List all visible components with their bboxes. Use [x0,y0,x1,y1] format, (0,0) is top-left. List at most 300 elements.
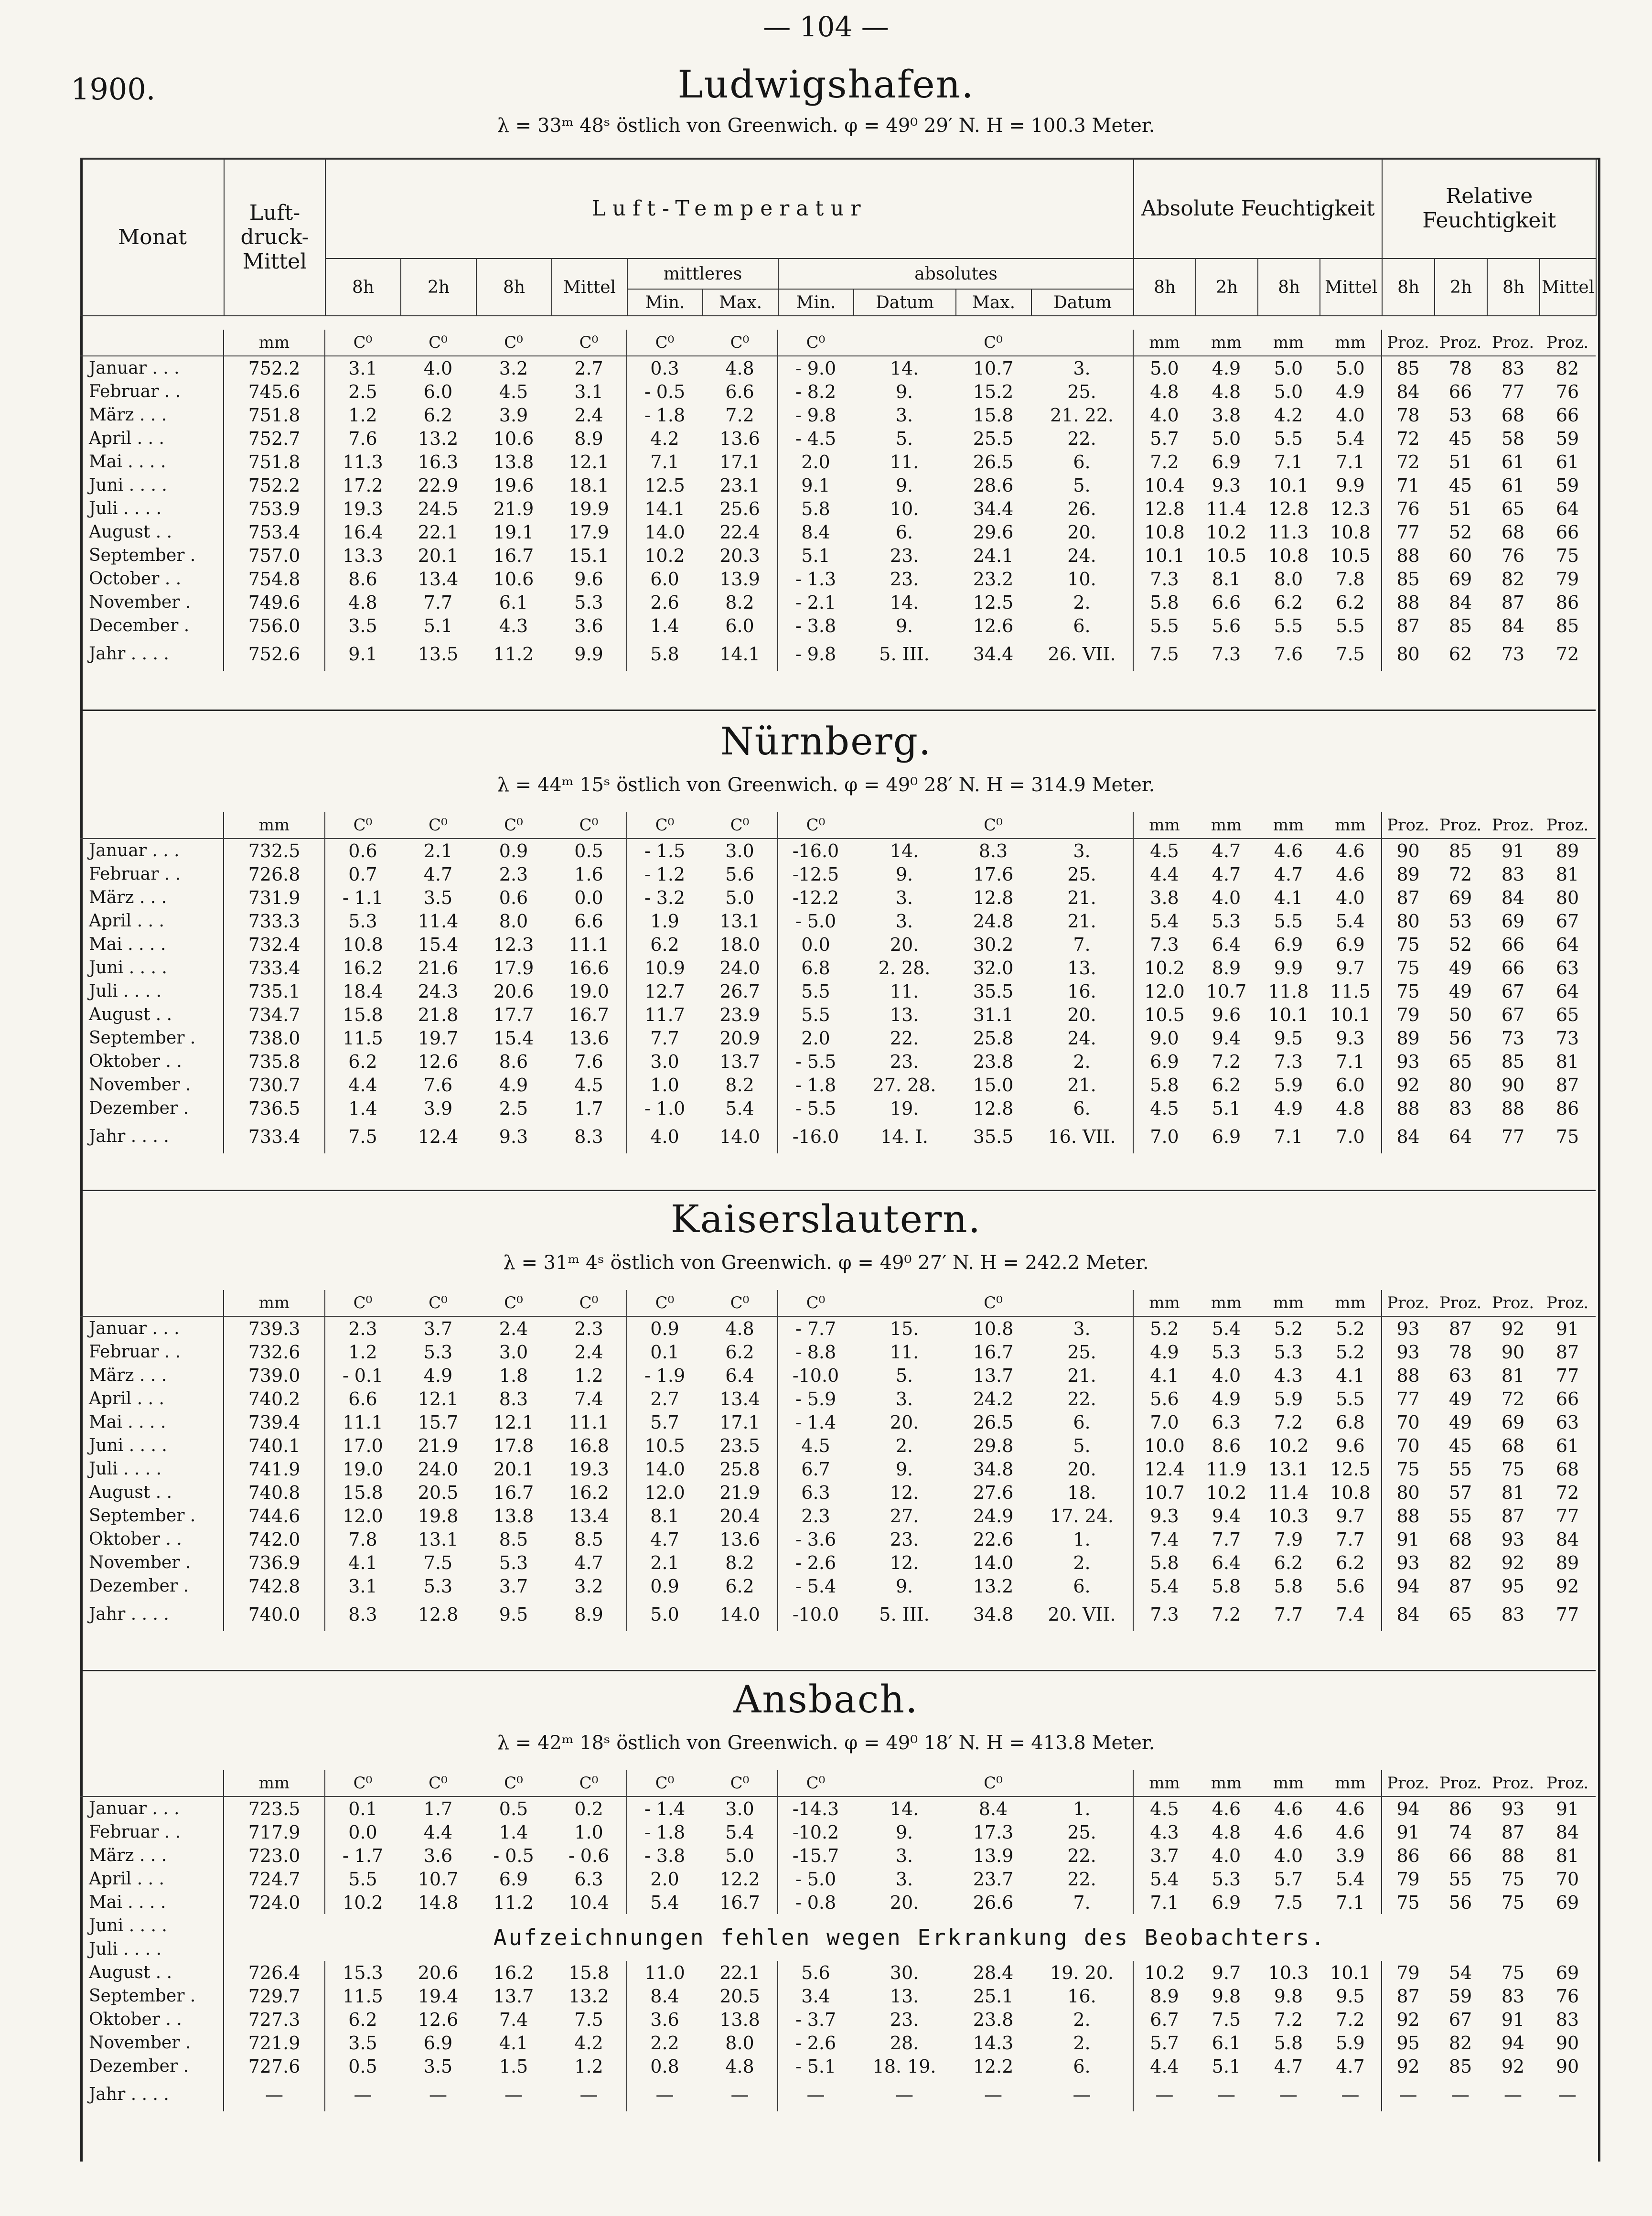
value-cell: 34.4 [973,644,1014,665]
value-cell: 7.5 [423,1552,453,1573]
value-cell: 13. [1031,956,1133,979]
unit-cell [853,812,955,839]
header-8h-b: 8h [476,258,552,316]
value-cell: 4.9 [1212,357,1241,379]
value-cell: 12.3 [1319,497,1382,520]
data-table-kaiserslautern [80,1290,1596,1631]
value-cell: 7.0 [1150,1126,1179,1147]
value-cell: 75 [1396,980,1420,1002]
value-cell: 14. I. [880,1126,928,1147]
value-cell: 6.9 [1212,451,1241,473]
table-row [80,1434,1596,1457]
value-cell: 9. [895,474,913,496]
value-cell: 87 [1396,887,1420,908]
value-cell: 13.9 [973,1845,1014,1866]
value-cell: 23. [890,1528,919,1550]
value-cell: 4.5 [801,1435,830,1456]
header-af-8h-b: 8h [1258,258,1320,316]
section-title-4: Ansbach. [733,1677,919,1721]
value-cell: 9.4 [1212,1027,1241,1049]
value-cell: 66 [1448,381,1472,402]
value-cell: — [1279,2084,1298,2105]
value-cell: 5.6 [1319,1574,1382,1598]
value-cell: 16.7 [493,1482,534,1503]
value-cell: 13.7 [973,1365,1014,1386]
value-cell: 92 [1501,1552,1525,1573]
value-cell: 11.3 [1268,521,1309,543]
value-cell: 2. 28. [878,957,931,979]
value-cell: 68 [1501,521,1525,543]
value-cell: 5.3 [1212,1341,1241,1363]
value-cell: 20. [890,1411,919,1433]
value-cell: 727.6 [224,2055,325,2078]
value-cell: 12.8 [1144,498,1185,519]
table-row [80,933,1596,956]
value-cell: 5.8 [1274,2032,1303,2054]
value-cell: 79 [1396,1962,1420,1983]
value-cell: 0.6 [499,887,528,908]
unit-cell: mm [1195,1290,1257,1316]
value-cell: 10.3 [1268,1962,1309,1983]
value-cell: 58 [1501,428,1525,449]
value-cell: 9. [895,615,913,636]
value-cell: - 0.5 [644,381,686,402]
value-cell: 717.9 [224,1820,325,1844]
value-cell: 81 [1555,1845,1579,1866]
value-cell: 7.3 [1212,644,1241,665]
value-cell: 4.3 [1150,1821,1179,1843]
value-cell: 5.3 [499,1552,528,1573]
month-cell: März . . . [80,886,224,909]
value-cell: 14.3 [973,2032,1014,2054]
value-cell: 6.2 [650,934,679,955]
header-mittleres: mittleres [627,258,778,289]
value-cell: 57 [1448,1482,1472,1503]
unit-cell: mm [1195,330,1257,356]
value-cell: — [1217,2084,1235,2105]
value-cell: 5.1 [423,615,453,636]
value-cell: 7.5 [1274,1892,1303,1913]
value-cell: — [1031,2078,1133,2111]
value-cell: 11.2 [493,644,534,665]
value-cell: 19. 20. [1031,1961,1133,1984]
value-cell: 19.1 [493,521,534,543]
value-cell: 78 [1448,357,1472,379]
value-cell: 29.6 [973,521,1014,543]
month-cell: Dezember . [80,2055,224,2078]
value-cell: 10.1 [1319,1961,1382,1984]
unit-cell: C⁰ [400,330,476,356]
value-cell: 88 [1396,1505,1420,1527]
value-cell: 11.4 [418,910,459,932]
unit-cell: C⁰ [476,1770,551,1796]
value-cell: 5.0 [1319,356,1382,380]
value-cell: - 3.2 [644,887,686,908]
value-cell: 10.5 [1206,545,1247,566]
header-af-2h: 2h [1196,258,1258,316]
value-cell: 86 [1448,1798,1472,1819]
value-cell: 7.7 [1274,1604,1303,1625]
value-cell: - 4.5 [795,428,837,449]
value-cell: 8.3 [551,1120,627,1153]
value-cell: 6.2 [702,1574,778,1598]
value-cell: 9. [895,1575,913,1597]
value-cell: 19.0 [343,1458,383,1480]
value-cell: 20.1 [493,1458,534,1480]
value-cell: 738.0 [224,1026,325,1050]
value-cell: 89 [1555,1552,1579,1573]
value-cell: 12.1 [418,1388,459,1409]
value-cell: 751.8 [224,450,325,473]
header-absolutes: absolutes [778,258,1134,289]
value-cell: 0.1 [348,1798,377,1819]
value-cell: 13.1 [418,1528,459,1550]
value-cell: 4.7 [650,1528,679,1550]
value-cell: 83 [1501,357,1525,379]
value-cell: 1.7 [423,1798,453,1819]
value-cell: 5.3 [1274,1341,1303,1363]
value-cell: 6.3 [1212,1411,1241,1433]
value-cell: 79 [1396,1868,1420,1890]
value-cell: 723.0 [224,1844,325,1867]
value-cell: 5. [895,428,913,449]
value-cell: 4.6 [1319,1796,1382,1820]
value-cell: - 2.6 [795,1552,837,1573]
value-cell: - 0.8 [795,1892,837,1913]
unit-cell: Proz. [1539,1290,1596,1316]
value-cell: 76 [1501,545,1525,566]
value-cell: — [354,2084,372,2105]
value-cell: 5. [895,1365,913,1386]
value-cell: 67 [1501,980,1525,1002]
unit-cell: Proz. [1487,1290,1539,1316]
value-cell: 8.2 [702,591,778,614]
value-cell: 14.0 [702,1120,778,1153]
unit-cell [853,1290,955,1316]
value-cell: 5.3 [423,1575,453,1597]
value-cell: -10.2 [792,1821,839,1843]
value-cell: - 1.8 [644,1821,686,1843]
header-rf-2h: 2h [1435,258,1487,316]
value-cell: 2.3 [551,1316,627,1340]
value-cell: 6.9 [1212,1892,1241,1913]
value-cell: 70 [1396,1435,1420,1456]
value-cell: 11.4 [1206,498,1247,519]
unit-cell: Proz. [1434,330,1487,356]
value-cell: 19.3 [551,1457,627,1481]
value-cell: 12.7 [644,980,685,1002]
month-cell: Juli . . . . [80,1457,224,1481]
month-cell: Juli . . . . [80,979,224,1003]
value-cell: 15.8 [343,1004,383,1025]
value-cell: 12.8 [973,1097,1014,1119]
value-cell: 721.9 [224,2031,325,2055]
value-cell: 65 [1501,498,1525,519]
value-cell: 7.4 [1150,1528,1179,1550]
value-cell: 3.9 [1319,1844,1382,1867]
value-cell: 77 [1396,521,1420,543]
value-cell: 5.8 [650,644,679,665]
value-cell: 4.6 [1319,1820,1382,1844]
value-cell: 11.0 [644,1962,685,1983]
value-cell: 86 [1396,1845,1420,1866]
value-cell: — [895,2084,913,2105]
value-cell: 8.5 [551,1528,627,1551]
value-cell: 93 [1501,1798,1525,1819]
header-rf-8h: 8h [1382,258,1435,316]
unit-cell: C⁰ [778,812,853,839]
value-cell: 15.0 [973,1074,1014,1096]
unit-cell: C⁰ [955,812,1031,839]
value-cell: 10.1 [1144,545,1185,566]
value-cell: 11.1 [551,933,627,956]
value-cell: 60 [1448,545,1472,566]
value-cell: 88 [1396,1365,1420,1386]
value-cell: 11.7 [644,1004,685,1025]
value-cell: 69 [1501,910,1525,932]
value-cell: 87 [1396,615,1420,636]
value-cell: 726.8 [224,862,325,886]
value-cell: 91 [1501,840,1525,861]
value-cell: 78 [1448,1341,1472,1363]
value-cell: 13.9 [702,567,778,591]
value-cell: 12. [890,1552,919,1573]
value-cell: 16. VII. [1031,1120,1133,1153]
value-cell: 10.2 [1144,957,1185,979]
value-cell: 7.7 [1319,1528,1382,1551]
value-cell: - 0.1 [342,1365,384,1386]
value-cell: 0.6 [348,840,377,861]
value-cell: 24.8 [973,910,1014,932]
value-cell: 85 [1448,615,1472,636]
table-row [80,1050,1596,1073]
header-af-mittel: Mittel [1320,258,1382,316]
value-cell: - 1.8 [644,404,686,426]
month-cell: August . . [80,520,224,544]
value-cell: 56 [1448,1027,1472,1049]
value-cell: 77 [1396,1388,1420,1409]
value-cell: 7.6 [348,428,377,449]
table-row [80,1073,1596,1097]
value-cell: 13.4 [551,1504,627,1528]
value-cell: 66 [1501,934,1525,955]
units-row [80,1770,1596,1796]
value-cell: 19.8 [418,1505,459,1527]
value-cell: - 1.2 [644,863,686,885]
value-cell: 3.1 [348,357,377,379]
value-cell: 3. [1031,839,1133,862]
value-cell: 733.3 [224,909,325,933]
value-cell: - 9.8 [795,644,837,665]
value-cell: 22. [1031,427,1133,450]
value-cell: 9.6 [1319,1434,1382,1457]
value-cell: 13.6 [702,427,778,450]
value-cell: 7.3 [1150,568,1179,590]
table-row [80,1796,1596,1820]
value-cell: 5.8 [1150,1074,1179,1096]
month-cell: Mai . . . . [80,450,224,473]
value-cell: 5.4 [1319,427,1382,450]
value-cell: 4.3 [499,615,528,636]
value-cell: 2.2 [650,2032,679,2054]
table-row [80,1387,1596,1410]
value-cell: 19.6 [493,474,534,496]
value-cell: 8.9 [551,1598,627,1631]
value-cell: 49 [1448,1411,1472,1433]
value-cell: 22.9 [418,474,459,496]
value-cell: 25.6 [702,497,778,520]
header-lufttemperatur: Luft-Temperatur [325,158,1134,258]
value-cell: 5.5 [1274,428,1303,449]
value-cell: 3.1 [348,1575,377,1597]
value-cell: 90 [1501,1074,1525,1096]
value-cell: 23.5 [702,1434,778,1457]
value-cell: -10.0 [792,1604,839,1625]
value-cell: 68 [1501,1435,1525,1456]
value-cell: 87 [1501,1505,1525,1527]
unit-cell: mm [224,330,325,356]
value-cell: 733.4 [224,1120,325,1153]
value-cell: 4.8 [702,1316,778,1340]
value-cell: 13.6 [551,1026,627,1050]
value-cell: 94 [1501,2032,1525,2054]
value-cell: 5. [1031,1434,1133,1457]
value-cell: 13.2 [973,1575,1014,1597]
value-cell: 7.3 [1150,934,1179,955]
value-cell: 18.0 [702,933,778,956]
value-cell: 75 [1501,1962,1525,1983]
value-cell: 1.2 [551,1364,627,1387]
value-cell: 92 [1555,1575,1579,1597]
unit-cell: mm [1195,1770,1257,1796]
value-cell: 6. [1031,1410,1133,1434]
value-cell: 21.9 [702,1481,778,1504]
value-cell: 4.2 [551,2031,627,2055]
value-cell: 24. [1031,1026,1133,1050]
value-cell: 10.7 [1144,1482,1185,1503]
value-cell: 63 [1448,1365,1472,1386]
value-cell: 5.2 [1319,1340,1382,1364]
value-cell: 21.6 [418,957,459,979]
value-cell: - 2.1 [795,592,837,613]
value-cell: 21.9 [493,498,534,519]
month-cell: September . [80,1026,224,1050]
year: 1900. [71,72,156,107]
value-cell: 16.7 [702,1891,778,1914]
value-cell: 4.3 [1274,1365,1303,1386]
value-cell: 5.1 [801,545,830,566]
value-cell: 9.8 [1274,1985,1303,2007]
value-cell: 10.4 [551,1891,627,1914]
section-divider [80,1190,1596,1191]
value-cell: 5.5 [1150,615,1179,636]
value-cell: 80 [1448,1074,1472,1096]
value-cell: 88 [1501,1845,1525,1866]
value-cell: 24.0 [418,1458,459,1480]
value-cell: 0.5 [348,2055,377,2077]
value-cell: 24.9 [973,1505,1014,1527]
units-row [80,330,1596,356]
table-row [80,886,1596,909]
value-cell: 6.6 [348,1388,377,1409]
value-cell: 4.6 [1212,1798,1241,1819]
value-cell: 89 [1396,1027,1420,1049]
table-row [80,1003,1596,1026]
table-row [80,1891,1596,1914]
value-cell: 92 [1396,2009,1420,2030]
value-cell: 34.4 [973,498,1014,519]
value-cell: 75 [1501,1868,1525,1890]
value-cell: 20. [1031,1457,1133,1481]
value-cell: 65 [1555,1004,1579,1025]
value-cell: 3.7 [423,1318,453,1339]
value-cell: 11.8 [1268,980,1309,1002]
unit-cell: C⁰ [400,812,476,839]
value-cell: 7.1 [1319,1050,1382,1073]
value-cell: — [551,2078,627,2111]
value-cell: 68 [1448,1528,1472,1550]
value-cell: 732.6 [224,1340,325,1364]
value-cell: 10.8 [1144,521,1185,543]
value-cell: 4.8 [1319,1097,1382,1120]
header-mittl-min: Min. [627,289,703,316]
value-cell: 79 [1396,1004,1420,1025]
value-cell: 752.7 [224,427,325,450]
value-cell: 14.8 [418,1892,459,1913]
value-cell: 4.1 [1319,1364,1382,1387]
month-cell: Oktober . . [80,2008,224,2031]
value-cell: 732.5 [224,839,325,862]
value-cell: 76 [1555,1985,1579,2007]
value-cell: 0.9 [650,1318,679,1339]
month-cell: December . [80,614,224,637]
unit-cell: mm [1257,1290,1319,1316]
value-cell: 10.6 [493,568,534,590]
value-cell: 72 [1501,1388,1525,1409]
value-cell: 9.9 [551,637,627,671]
value-cell: 5.7 [1150,428,1179,449]
unit-cell: C⁰ [955,330,1031,356]
value-cell: 7.3 [1150,1604,1179,1625]
value-cell: 0.5 [551,839,627,862]
value-cell: 23.2 [973,568,1014,590]
unit-cell: C⁰ [551,330,627,356]
value-cell: - 5.9 [795,1388,837,1409]
value-cell: 77 [1501,1126,1525,1147]
value-cell: 8.2 [702,1551,778,1574]
value-cell: 3.0 [702,1796,778,1820]
value-cell: 20.1 [418,545,459,566]
unit-cell: mm [224,812,325,839]
value-cell: 77 [1501,381,1525,402]
value-cell: 4.0 [1150,404,1179,426]
value-cell: 27. 28. [872,1074,936,1096]
value-cell: 4.0 [1212,887,1241,908]
month-cell: August . . [80,1481,224,1504]
value-cell: 3.7 [499,1575,528,1597]
value-cell: 4.8 [1212,381,1241,402]
unit-cell: mm [1319,812,1382,839]
value-cell: — [655,2084,674,2105]
value-cell: 11.3 [343,451,383,473]
value-cell: 15.4 [418,934,459,955]
value-cell: 11. [890,980,919,1002]
value-cell: -14.3 [792,1798,839,1819]
value-cell: 20.9 [702,1026,778,1050]
value-cell: 55 [1448,1868,1472,1890]
value-cell: 25. [1031,862,1133,886]
value-cell: 5.3 [1212,1868,1241,1890]
